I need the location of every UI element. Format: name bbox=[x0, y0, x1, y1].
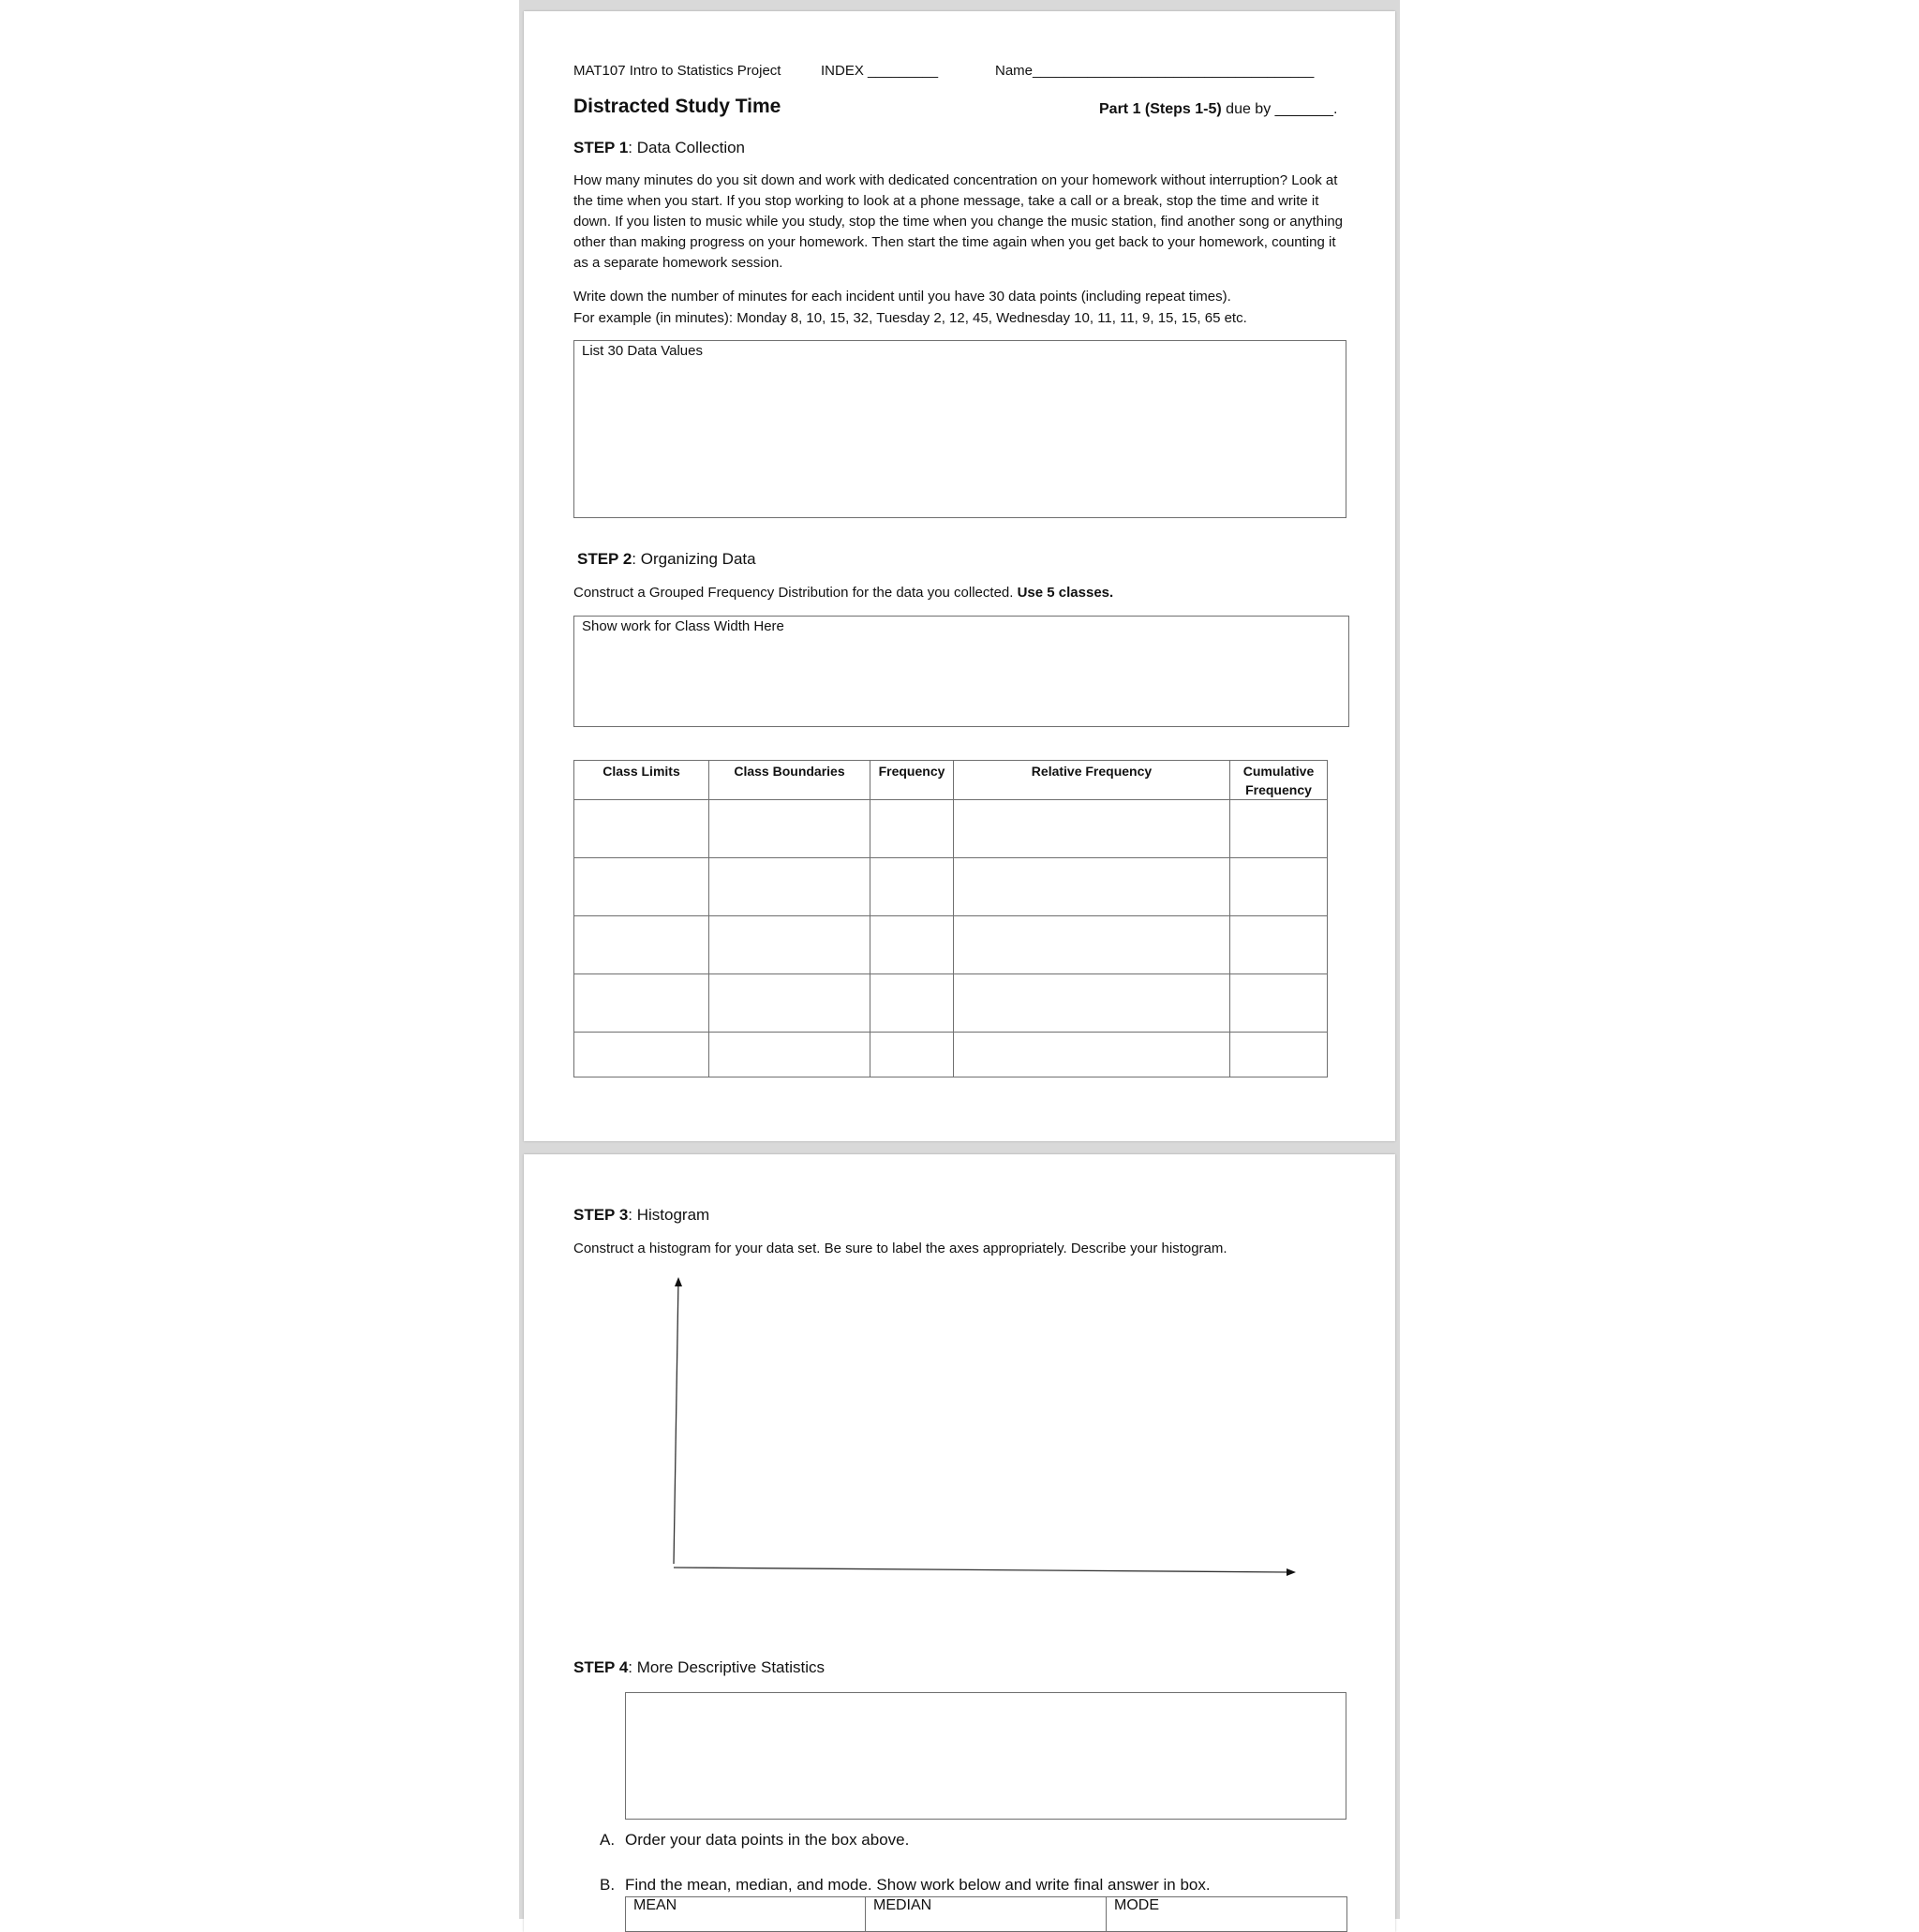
step1-heading-title: : Data Collection bbox=[628, 139, 746, 156]
table-header-row bbox=[574, 761, 1328, 800]
table-cell[interactable] bbox=[1230, 916, 1328, 974]
table-cell[interactable] bbox=[574, 974, 709, 1033]
table-cell[interactable] bbox=[954, 974, 1230, 1033]
class-width-work-box[interactable] bbox=[573, 616, 1349, 727]
table-row bbox=[574, 1033, 1328, 1077]
due-date-line bbox=[1099, 101, 1337, 118]
table-cell[interactable] bbox=[709, 858, 870, 916]
item-a-marker: A. bbox=[600, 1831, 616, 1849]
step1-example-line: For example (in minutes): Monday 8, 10, 15, 32, Tuesday 2, 12, 45, Wednesday 10, 11, 11, 9, 15, 15, 65 etc. bbox=[573, 310, 1247, 326]
item-b-marker: B. bbox=[600, 1876, 616, 1894]
median-answer-box[interactable]: MEDIAN bbox=[866, 1897, 1107, 1932]
ordered-data-box[interactable] bbox=[625, 1692, 1346, 1820]
item-b-text: Find the mean, median, and mode. Show work below and write final answer in box. bbox=[625, 1876, 1211, 1894]
step3-instruction: Construct a histogram for your data set. Be sure to label the axes appropriately. Describe your histogram. bbox=[573, 1241, 1227, 1256]
due-part-label: Part 1 (Steps 1-5) bbox=[1099, 101, 1222, 117]
index-field[interactable]: INDEX _________ bbox=[821, 63, 939, 79]
step3-heading-title: : Histogram bbox=[628, 1206, 710, 1224]
step4-heading-title: : More Descriptive Statistics bbox=[628, 1658, 826, 1676]
table-row bbox=[574, 916, 1328, 974]
course-title: MAT107 Intro to Statistics Project bbox=[573, 63, 781, 79]
document-page-2 bbox=[524, 1154, 1395, 1932]
x-axis-line bbox=[674, 1568, 1288, 1572]
mean-answer-box[interactable]: MEAN bbox=[626, 1897, 866, 1932]
data-values-box[interactable] bbox=[573, 340, 1346, 518]
table-cell[interactable] bbox=[954, 1033, 1230, 1077]
step3-heading-label: STEP 3 bbox=[573, 1206, 629, 1224]
name-field[interactable]: Name____________________________________ bbox=[995, 63, 1315, 79]
table-cell[interactable] bbox=[954, 916, 1230, 974]
step1-instruction-line1: Write down the number of minutes for each incident until you have 30 data points (including repeat times). bbox=[573, 289, 1231, 305]
class-width-box-label: Show work for Class Width Here bbox=[582, 618, 784, 634]
table-cell[interactable] bbox=[709, 1033, 870, 1077]
y-axis-arrow-icon bbox=[675, 1277, 682, 1286]
step4-heading-label: STEP 4 bbox=[573, 1658, 629, 1676]
table-cell[interactable] bbox=[870, 858, 954, 916]
item-a-text: Order your data points in the box above. bbox=[625, 1831, 910, 1849]
histogram-axes[interactable] bbox=[524, 1154, 1395, 1585]
table-cell[interactable] bbox=[709, 916, 870, 974]
stats-row bbox=[626, 1897, 1347, 1932]
table-cell[interactable] bbox=[574, 1033, 709, 1077]
table-cell[interactable] bbox=[870, 1033, 954, 1077]
step4-heading bbox=[573, 1658, 825, 1677]
table-cell[interactable] bbox=[1230, 974, 1328, 1033]
table-cell[interactable] bbox=[870, 800, 954, 858]
data-values-box-label: List 30 Data Values bbox=[582, 343, 703, 359]
table-cell[interactable] bbox=[954, 800, 1230, 858]
table-row bbox=[574, 800, 1328, 858]
table-cell[interactable] bbox=[954, 858, 1230, 916]
table-cell[interactable] bbox=[870, 916, 954, 974]
page-title: Distracted Study Time bbox=[573, 96, 781, 117]
step2-heading bbox=[577, 550, 756, 569]
table-row bbox=[574, 974, 1328, 1033]
table-cell[interactable] bbox=[709, 800, 870, 858]
header-cumulative-frequency: Cumulative Frequency bbox=[1230, 761, 1328, 800]
table-cell[interactable] bbox=[709, 974, 870, 1033]
document-page-1 bbox=[524, 11, 1395, 1141]
table-cell[interactable] bbox=[1230, 1033, 1328, 1077]
step2-instruction bbox=[573, 585, 1113, 601]
table-row bbox=[574, 858, 1328, 916]
due-blank: due by _______. bbox=[1221, 101, 1338, 117]
table-cell[interactable] bbox=[574, 916, 709, 974]
step1-heading-label: STEP 1 bbox=[573, 139, 629, 156]
frequency-distribution-table bbox=[573, 760, 1328, 1077]
step2-heading-title: : Organizing Data bbox=[632, 550, 756, 568]
step1-instructions: How many minutes do you sit down and work with dedicated concentration on your homework without interruption? Look at the time when you start. If you stop working to look at a phone message, take a call or a break, stop the time and write it down. If you listen to music while you study, stop the time when you change the music station, find another song or anything other than making progress on your homework. Then start the time again when you get back to your homework, counting it as a separate homework session. bbox=[573, 172, 1344, 271]
step2-heading-label: STEP 2 bbox=[577, 550, 632, 568]
table-cell[interactable] bbox=[1230, 800, 1328, 858]
step2-instruction-text: Construct a Grouped Frequency Distribution for the data you collected. bbox=[573, 585, 1018, 601]
table-cell[interactable] bbox=[1230, 858, 1328, 916]
header-frequency: Frequency bbox=[870, 761, 954, 800]
header-class-limits: Class Limits bbox=[574, 761, 709, 800]
header-class-boundaries: Class Boundaries bbox=[709, 761, 870, 800]
step2-instruction-emphasis: Use 5 classes. bbox=[1017, 585, 1114, 601]
mean-median-mode-table bbox=[625, 1896, 1347, 1932]
y-axis-line bbox=[674, 1279, 678, 1564]
mode-answer-box[interactable]: MODE bbox=[1107, 1897, 1347, 1932]
header-relative-frequency: Relative Frequency bbox=[954, 761, 1230, 800]
table-cell[interactable] bbox=[574, 800, 709, 858]
table-cell[interactable] bbox=[870, 974, 954, 1033]
table-cell[interactable] bbox=[574, 858, 709, 916]
x-axis-arrow-icon bbox=[1287, 1568, 1296, 1576]
step1-heading bbox=[573, 139, 745, 157]
